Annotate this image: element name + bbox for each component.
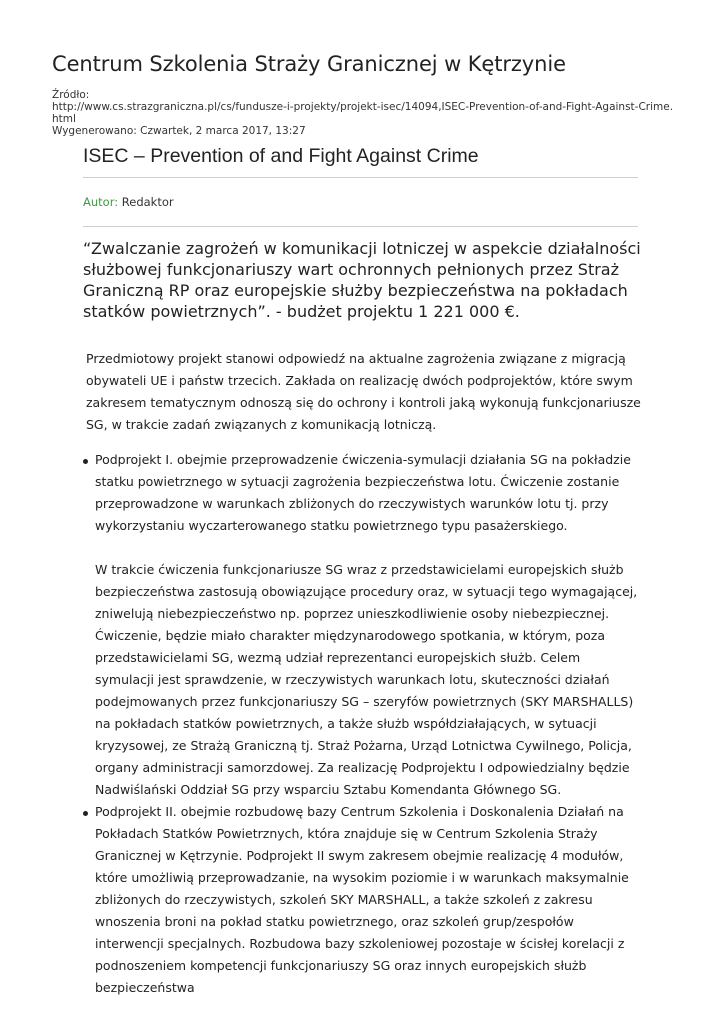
list-item-paragraph: Podprojekt II. obejmie rozbudowę bazy Centrum Szkolenia i Doskonalenia Działań na Pokładach Statków Powietrznych, która znajduje się w Centrum Szkolenia Straży Granicznej w Kętrzynie. Podprojekt II swym zakresem obejmie realizację 4 modułów, które umożliwią przeprowadzanie, na wysokim poziomie i w warunkach maksymalnie zbliżonych do rzeczywistych, szkoleń SKY MARSHALL, a także szkoleń z zakresu wnoszenia broni na pokład statku powietrznego, oraz szkoleń grup/zespołów interwencji specjalnych. Rozbudowa bazy szkoleniowej pozostaje w ścisłej korelacji z podnoszeniem kompetencji funkcjonariuszy SG oraz innych europejskich służb bezpieczeństwa	[95, 804, 629, 995]
author-line	[83, 195, 174, 209]
list-item	[80, 801, 650, 999]
author-label: Autor:	[83, 195, 119, 209]
subproject-list	[80, 449, 650, 999]
intro-paragraph: Przedmiotowy projekt stanowi odpowiedź na aktualne zagrożenia związane z migracją obywateli UE i państw trzecich. Zakłada on realizację dwóch podprojektów, które swym zakresem tematycznym odnoszą się do ochrony i kontroli jaką wykonują funkcjonariusze SG, w trakcie zadań związanych z komunikacją lotniczą.	[86, 351, 641, 432]
site-title: Centrum Szkolenia Straży Granicznej w Kętrzynie	[52, 52, 566, 76]
source-label: Źródło:	[52, 89, 90, 101]
bullet-icon	[83, 811, 88, 816]
list-item-paragraph: Podprojekt I. obejmie przeprowadzenie ćwiczenia-symulacji działania SG na pokładzie statku powietrznego w sytuacji zagrożenia bezpieczeństwa lotu. Ćwiczenie zostanie przeprowadzone w warunkach zbliżonych do rzeczywistych warunków lotu tj. przy wykorzystaniu wyczarterowanego statku powietrznego typu pasażerskiego.	[95, 452, 631, 533]
article-title: ISEC – Prevention of and Fight Against Crime	[83, 145, 479, 167]
divider	[83, 226, 638, 227]
article-lead: “Zwalczanie zagrożeń w komunikacji lotniczej w aspekcie działalności służbowej funkcjonariuszy wart ochronnych pełnionych przez Straż Graniczną RP oraz europejskie służby bezpieczeństwa na pokładach statków powietrznych”. - budżet projektu 1 221 000 €.	[83, 239, 641, 321]
list-item	[80, 449, 650, 801]
author-name: Redaktor	[121, 195, 174, 209]
document-meta	[52, 89, 677, 137]
divider	[83, 177, 638, 178]
bullet-icon	[83, 459, 88, 464]
list-item-paragraph: W trakcie ćwiczenia funkcjonariusze SG wraz z przedstawicielami europejskich służb bezpieczeństwa zastosują obowiązujące procedury oraz, w sytuacji tego wymagającej, zniwelują niebezpieczeństwo np. poprzez unieszkodliwienie osoby niebezpiecznej. Ćwiczenie, będzie miało charakter międzynarodowego spotkania, w którym, poza przedstawicielami SG, wezmą udział reprezentanci europejskich służb. Celem symulacji jest sprawdzenie, w rzeczywistych warunkach lotu, skuteczności działań podejmowanych przez funkcjonariuszy SG – szeryfów powietrznych (SKY MARSHALLS) na pokładach statków powietrznych, a także służb współdziałających, w sytuacji kryzysowej, ze Strażą Graniczną tj. Straż Pożarna, Urząd Lotnictwa Cywilnego, Policja, organy administracji samorzdowej. Za realizację Podprojektu I odpowiedzialny będzie Nadwiślański Oddział SG przy wsparciu Sztabu Komendanta Głównego SG.	[95, 562, 638, 797]
source-url: http://www.cs.strazgraniczna.pl/cs/fundusze-i-projekty/projekt-isec/14094,ISEC-Prevention-of-and-Fight-Against-Crime.html	[52, 101, 674, 125]
generated-date: Wygenerowano: Czwartek, 2 marca 2017, 13:27	[52, 125, 306, 137]
